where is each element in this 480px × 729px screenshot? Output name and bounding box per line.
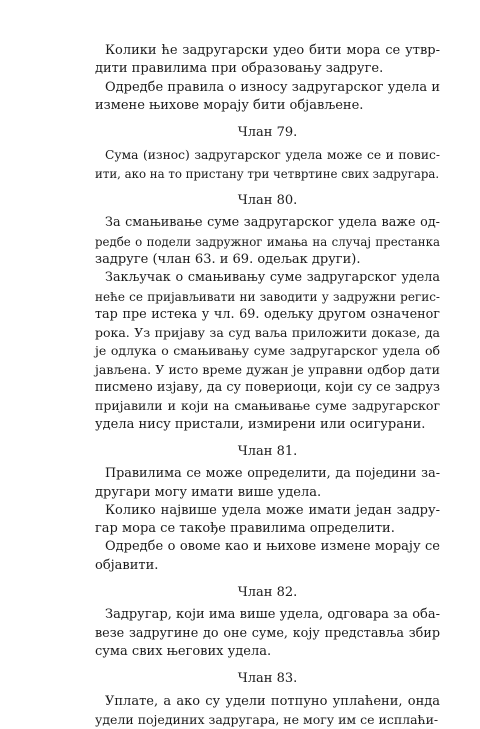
law-text-body bbox=[95, 42, 440, 729]
text-line: удели појединих задругара, не могу им се исплаћи- bbox=[95, 711, 440, 729]
paragraph bbox=[95, 214, 440, 269]
paragraph bbox=[95, 606, 440, 661]
paragraph bbox=[95, 146, 440, 183]
text-line: рока. Уз пријаву за суд ваља приложити доказе, да bbox=[95, 324, 440, 342]
paragraph bbox=[95, 42, 440, 79]
text-line: Закључак о смањивању суме задругарског удела bbox=[95, 269, 440, 287]
text-line: пријавили и који на смањивање суме задругарског bbox=[95, 397, 440, 415]
paragraph bbox=[95, 465, 440, 502]
text-line: ити, ако на то пристану три четвртине свих задругара. bbox=[95, 165, 440, 183]
text-line: тар пре истека у чл. 69. одељку другом означеног bbox=[95, 306, 440, 324]
text-line: Колико највише удела може имати један задру- bbox=[95, 502, 440, 520]
text-line: неће се пријављивати ни заводити у задружни регис- bbox=[95, 288, 440, 306]
article-heading: Члан 82. bbox=[95, 584, 440, 602]
text-line: сума свих његових удела. bbox=[95, 643, 440, 661]
text-line: дити правилима при образовању задруге. bbox=[95, 60, 440, 78]
text-line: другари могу имати више удела. bbox=[95, 484, 440, 502]
article-heading: Члан 79. bbox=[95, 124, 440, 142]
paragraph bbox=[95, 79, 440, 116]
text-line: Задругар, који има више удела, одговара за оба- bbox=[95, 606, 440, 624]
text-line: редбе о подели задружног имања на случај престанка bbox=[95, 233, 440, 251]
article-heading: Члан 83. bbox=[95, 670, 440, 688]
paragraph bbox=[95, 693, 440, 729]
text-line: објавити. bbox=[95, 557, 440, 575]
text-line: Правилима се може определити, да поједини за- bbox=[95, 465, 440, 483]
text-line: Уплате, а ако су удели потпуно уплаћени, онда bbox=[95, 693, 440, 711]
text-line: удела нису пристали, измирени или осигурани. bbox=[95, 416, 440, 434]
text-line: За смањивање суме задругарског удела важе од- bbox=[95, 214, 440, 232]
text-line: Одредбе правила о износу задругарског удела и bbox=[95, 79, 440, 97]
text-line: задруге (члан 63. и 69. одељак други). bbox=[95, 251, 440, 269]
text-line: Сума (износ) задругарског удела може се и повис- bbox=[95, 146, 440, 164]
text-line: Колики ће задругарски удео бити мора се утвр- bbox=[95, 42, 440, 60]
paragraph bbox=[95, 538, 440, 575]
text-line: је одлука о смањивању суме задругарског удела об bbox=[95, 342, 440, 360]
paragraph bbox=[95, 502, 440, 539]
text-line: гар мора се такође правилима определити. bbox=[95, 520, 440, 538]
text-line: јављена. У исто време дужан је управни одбор дати bbox=[95, 361, 440, 379]
article-heading: Члан 80. bbox=[95, 192, 440, 210]
text-line: везе задругине до оне суме, коју представља збир bbox=[95, 625, 440, 643]
paragraph bbox=[95, 269, 440, 434]
text-line: писмено изјаву, да су повериоци, који су се задруз bbox=[95, 379, 440, 397]
text-line: Одредбе о овоме као и њихове измене морају се bbox=[95, 538, 440, 556]
text-line: измене њихове морају бити објављене. bbox=[95, 97, 440, 115]
article-heading: Члан 81. bbox=[95, 443, 440, 461]
